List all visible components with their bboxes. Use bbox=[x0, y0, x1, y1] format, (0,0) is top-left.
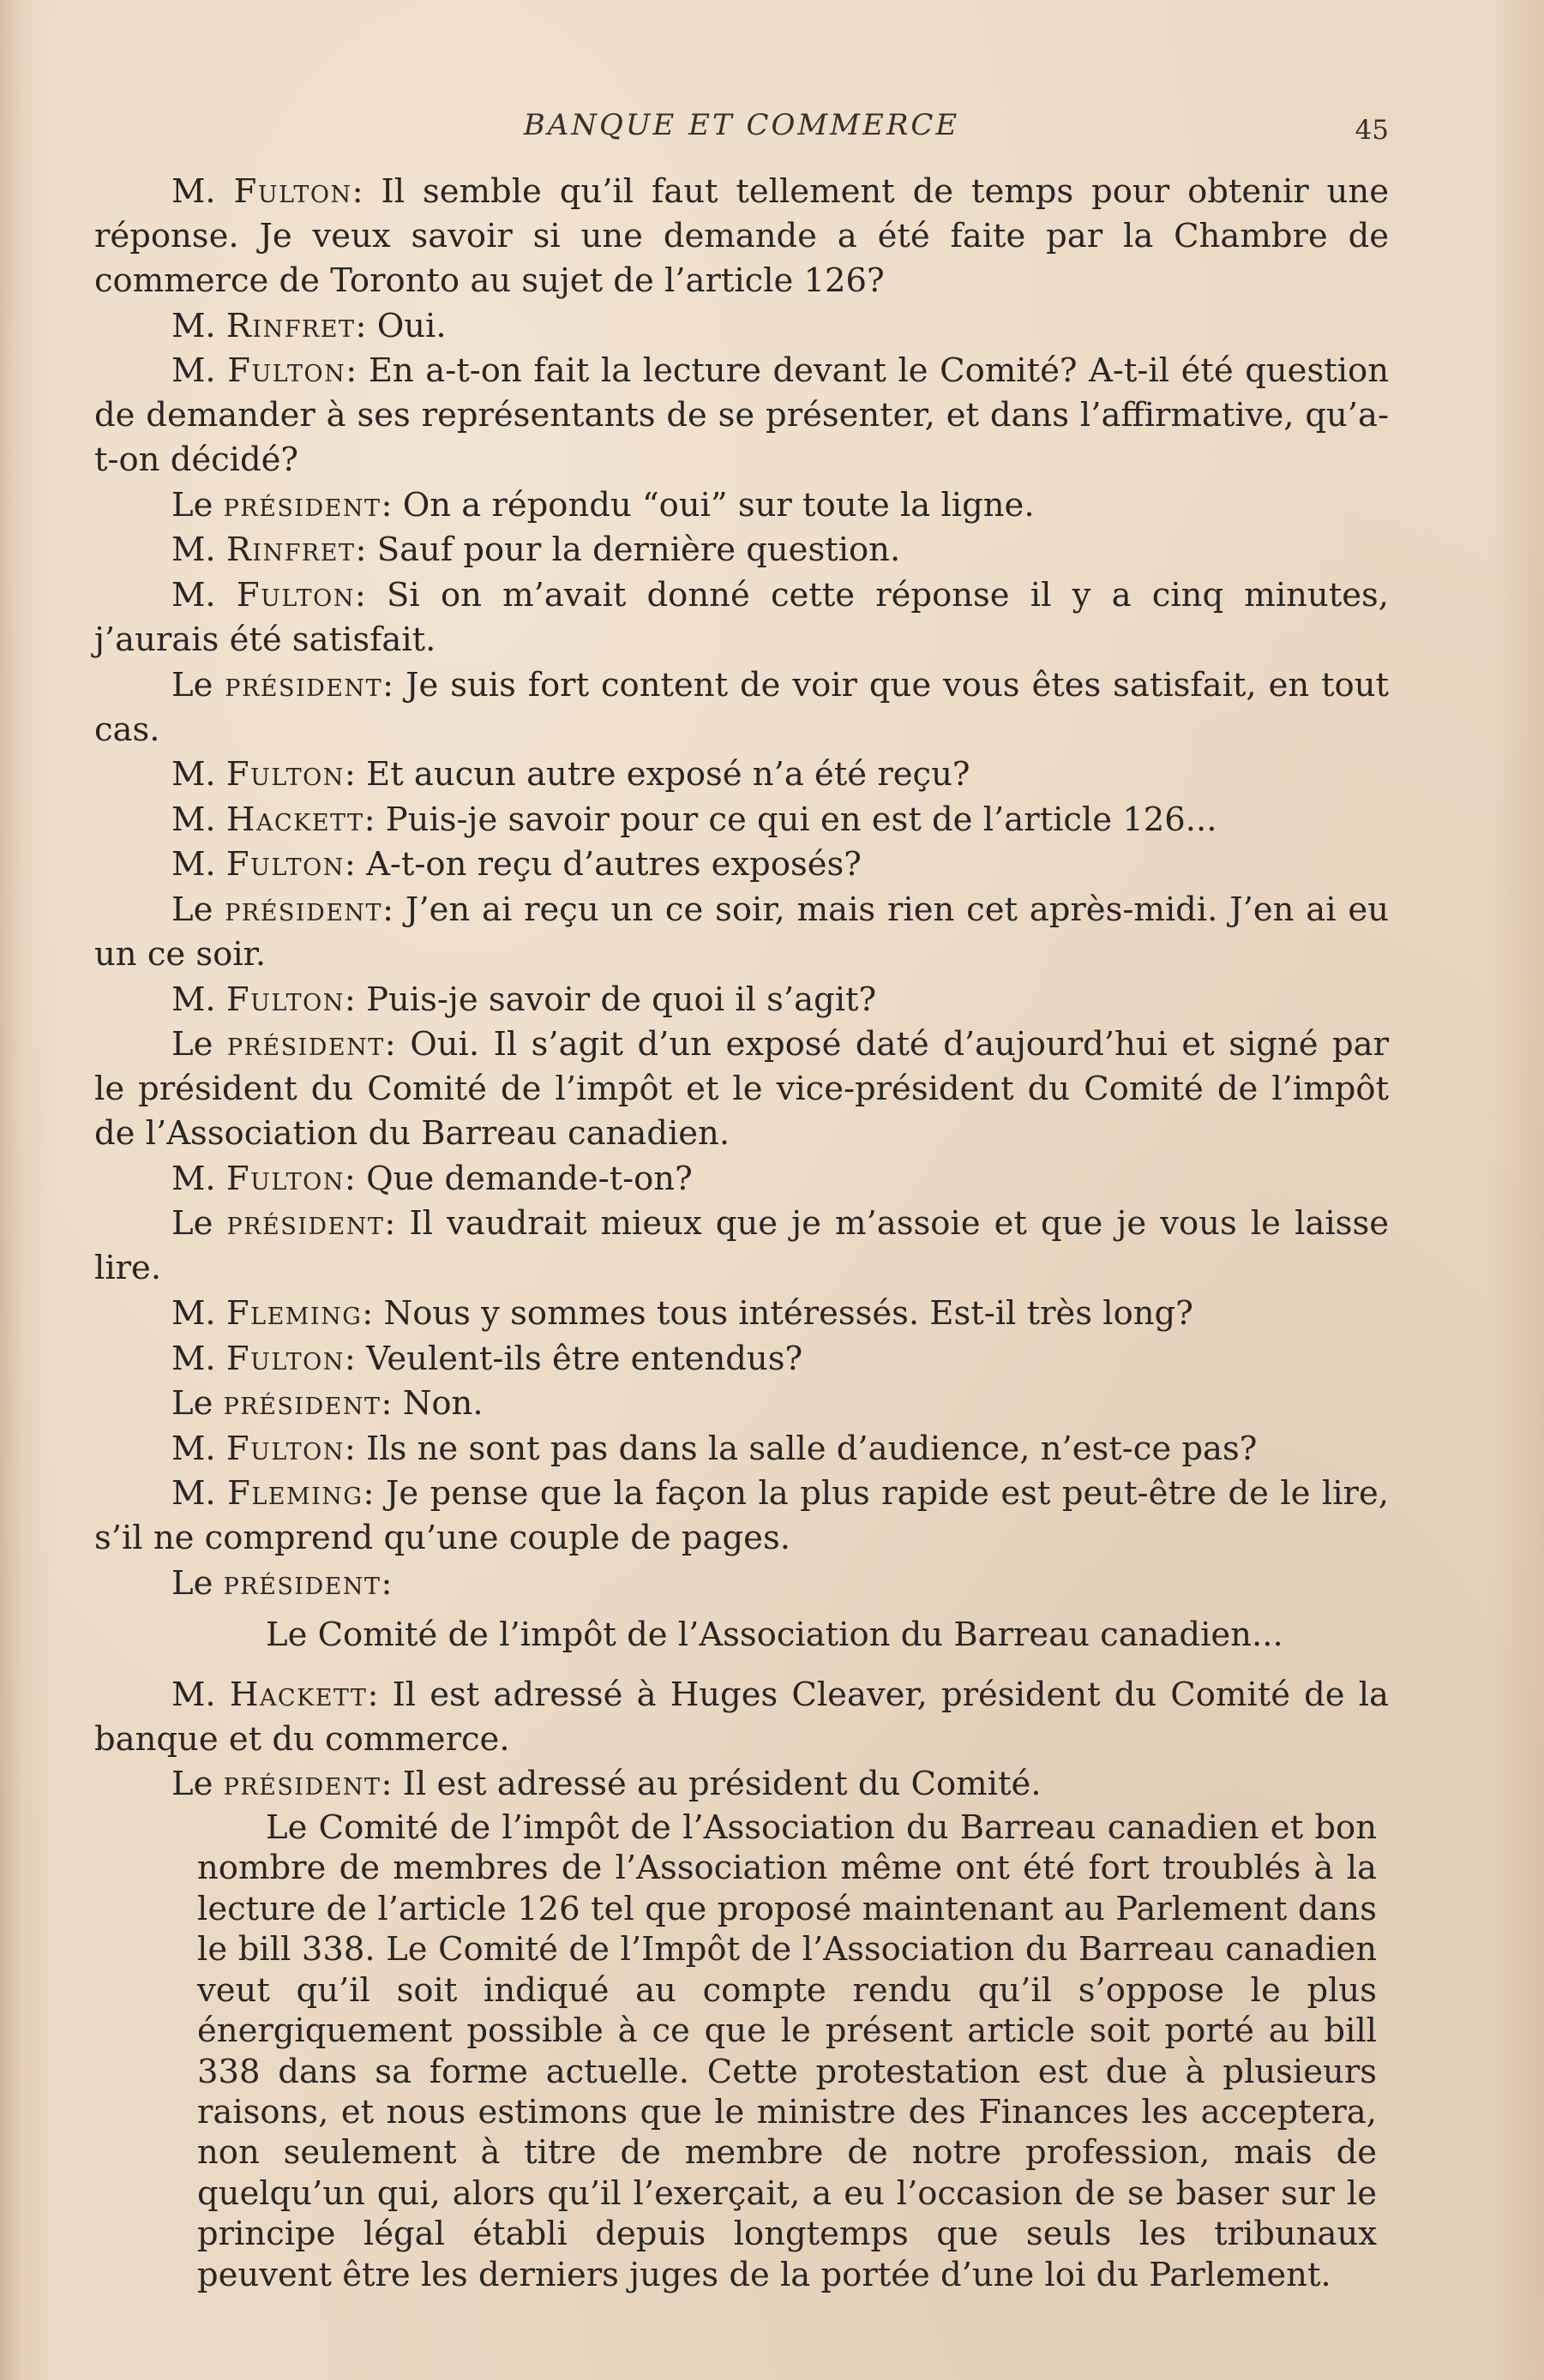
page-number: 45 bbox=[1355, 115, 1389, 146]
paragraph-text: Non. bbox=[402, 1384, 484, 1424]
speaker-name: président bbox=[223, 1765, 381, 1804]
dialogue-paragraph: M. Fulton: En a-t-on fait la lecture devant le Comité? A-t-il été question de demander à ses représentants de se présenter, et dans l’affirmative, qu’a-t-on décidé? bbox=[94, 351, 1389, 480]
dialogue-paragraph: M. Hackett: Puis-je savoir pour ce qui en est de l’article 126... bbox=[171, 800, 1217, 839]
speaker-title: M. bbox=[171, 306, 216, 345]
paragraph-text: Il est adressé à Huges Cleaver, président du Comité de la banque et du commerce. bbox=[94, 1675, 1389, 1759]
speaker-title: M. bbox=[171, 1675, 216, 1714]
speaker-name: Hackett bbox=[225, 800, 364, 839]
dialogue-paragraph: Le président: Non. bbox=[171, 1384, 484, 1424]
paragraph-text: Ils ne sont pas dans la salle d’audience, n’est-ce pas? bbox=[366, 1429, 1258, 1468]
speaker-name: Fulton bbox=[225, 1339, 345, 1378]
speaker-title: Le bbox=[171, 665, 213, 704]
speaker-title: Le bbox=[171, 1384, 213, 1424]
dialogue-paragraph: M. Fulton: Veulent-ils être entendus? bbox=[171, 1339, 803, 1378]
speaker-name: Fulton bbox=[225, 1429, 345, 1468]
speaker-name: président bbox=[223, 1384, 381, 1424]
speaker-name: Fleming bbox=[225, 1293, 363, 1333]
dialogue-paragraph: M. Fulton: Puis-je savoir de quoi il s’agit? bbox=[171, 980, 877, 1019]
dialogue-paragraph: M. Rinfret: Sauf pour la dernière question. bbox=[171, 531, 901, 570]
paragraph-text: A-t-on reçu d’autres exposés? bbox=[366, 845, 862, 884]
dialogue-paragraph: M. Rinfret: Oui. bbox=[171, 306, 447, 345]
paragraph-text: J’en ai reçu un ce soir, mais rien cet après-midi. J’en ai eu un ce soir. bbox=[94, 890, 1389, 974]
speaker-name: Rinfret bbox=[225, 531, 356, 570]
letter-block-quote: Le Comité de l’impôt de l’Association du Barreau canadien et bon nombre de membres de l’Association même ont été fort troublés à la lecture de l’article 126 tel que proposé maintenant au Parlement dans le bill 338. Le Comité de l’Impôt de l’Association du Barreau canadien veut qu’il soit indiqué au compte rendu qu’il s’oppose le plus énergiquement possible à ce que le présent article soit porté au bill 338 dans sa forme actuelle. Cette protestation est due à plusieurs raisons, et nous estimons que le ministre des Finances les acceptera, non seulement à titre de membre de notre profession, mais de quelqu’un qui, alors qu’il l’exerçait, a eu l’occasion de se baser sur le principe légal établi depuis longtemps que seuls les tribunaux peuvent être les derniers juges de la portée d’une loi du Parlement. bbox=[197, 1808, 1377, 2294]
speaker-title: M. bbox=[171, 172, 216, 211]
speaker-name: président bbox=[225, 890, 383, 929]
dialogue-paragraph: Le président: Je suis fort content de voir que vous êtes satisfait, en tout cas. bbox=[94, 665, 1389, 749]
speaker-title: M. bbox=[171, 845, 216, 884]
speaker-name: Fulton bbox=[225, 845, 345, 884]
speaker-name: Fulton bbox=[225, 980, 345, 1019]
paragraph-text: Veulent-ils être entendus? bbox=[366, 1339, 803, 1378]
paragraph-text: Je suis fort content de voir que vous êtes satisfait, en tout cas. bbox=[94, 665, 1389, 749]
dialogue-paragraph: M. Fulton: Que demande-t-on? bbox=[171, 1159, 693, 1198]
page-body bbox=[94, 170, 1389, 2295]
speaker-name: Hackett bbox=[229, 1675, 368, 1714]
paragraph-text: Puis-je savoir de quoi il s’agit? bbox=[366, 980, 877, 1019]
paragraph-text: Sauf pour la dernière question. bbox=[376, 531, 901, 570]
speaker-title: M. bbox=[171, 980, 216, 1019]
paragraph-text: Puis-je savoir pour ce qui en est de l’article 126... bbox=[385, 800, 1217, 839]
dialogue-paragraph: M. Fleming: Nous y sommes tous intéressés. Est-il très long? bbox=[171, 1293, 1193, 1333]
speaker-name: Fleming bbox=[227, 1474, 363, 1514]
speaker-title: M. bbox=[171, 800, 216, 839]
speaker-name: président bbox=[226, 1025, 385, 1064]
dialogue-paragraph: Le président: J’en ai reçu un ce soir, mais rien cet après-midi. J’en ai eu un ce soir. bbox=[94, 890, 1389, 974]
president-label: Le président: bbox=[171, 1563, 393, 1603]
paragraph-text: Je pense que la façon la plus rapide est peut-être de le lire, s’il ne comprend qu’une couple de pages. bbox=[94, 1474, 1389, 1558]
speaker-name: président bbox=[223, 1563, 381, 1603]
paragraph-text: Et aucun autre exposé n’a été reçu? bbox=[366, 755, 970, 794]
speaker-title: M. bbox=[171, 351, 216, 391]
speaker-name: président bbox=[223, 485, 381, 525]
paragraph-text: Nous y sommes tous intéressés. Est-il très long? bbox=[383, 1293, 1193, 1333]
dialogue-paragraph: Le président: Il est adressé au président du Comité. bbox=[171, 1765, 1042, 1804]
paragraph-text: En a-t-on fait la lecture devant le Comité? A-t-il été question de demander à ses représentants de se présenter, et dans l’affirmative, qu’a-t-on décidé? bbox=[94, 351, 1389, 480]
speaker-title: M. bbox=[171, 1474, 216, 1514]
dialogue-paragraph: M. Fulton: Il semble qu’il faut tellement de temps pour obtenir une réponse. Je veux savoir si une demande a été faite par la Chambre de commerce de Toronto au sujet de l’article 126? bbox=[94, 172, 1389, 300]
speaker-name: Fulton bbox=[227, 351, 346, 391]
dialogue-paragraph: M. Fulton: A-t-on reçu d’autres exposés? bbox=[171, 845, 862, 884]
paragraph-text: Que demande-t-on? bbox=[366, 1159, 693, 1198]
speaker-title: M. bbox=[171, 531, 216, 570]
paragraph-text: Oui. Il s’agit d’un exposé daté d’aujourd’hui et signé par le président du Comité de l’impôt et le vice-président du Comité de l’impôt de l’Association du Barreau canadien. bbox=[94, 1025, 1389, 1154]
paragraph-text: Il semble qu’il faut tellement de temps pour obtenir une réponse. Je veux savoir si une demande a été faite par la Chambre de commerce de Toronto au sujet de l’article 126? bbox=[94, 172, 1389, 300]
speaker-title: M. bbox=[171, 575, 216, 614]
speaker-title: Le bbox=[171, 1025, 213, 1064]
paragraph-text: On a répondu “oui” sur toute la ligne. bbox=[402, 485, 1035, 525]
speaker-title: Le bbox=[171, 1563, 213, 1603]
speaker-name: Fulton bbox=[225, 755, 345, 794]
paragraph-text: Si on m’avait donné cette réponse il y a cinq minutes, j’aurais été satisfait. bbox=[94, 575, 1389, 659]
speaker-title: M. bbox=[171, 1339, 216, 1378]
speaker-title: M. bbox=[171, 1293, 216, 1333]
dialogue-paragraph: M. Fulton: Et aucun autre exposé n’a été reçu? bbox=[171, 755, 970, 794]
paragraph-text: Oui. bbox=[376, 306, 447, 345]
speaker-name: président bbox=[226, 1204, 385, 1244]
page-header bbox=[94, 103, 1389, 154]
paragraph-text: Il est adressé au président du Comité. bbox=[402, 1765, 1042, 1804]
speaker-title: Le bbox=[171, 1204, 213, 1244]
speaker-title: M. bbox=[171, 755, 216, 794]
dialogue-paragraph: M. Fulton: Ils ne sont pas dans la salle d’audience, n’est-ce pas? bbox=[171, 1429, 1258, 1468]
dialogue-paragraph: Le président: Il vaudrait mieux que je m’assoie et que je vous le laisse lire. bbox=[94, 1204, 1389, 1288]
speaker-title: Le bbox=[171, 1765, 213, 1804]
speaker-name: Fulton bbox=[236, 575, 355, 614]
quoted-line: Le Comité de l’impôt de l’Association du Barreau canadien... bbox=[266, 1615, 1283, 1654]
speaker-title: Le bbox=[171, 890, 213, 929]
paragraph-text: Il vaudrait mieux que je m’assoie et que je vous le laisse lire. bbox=[94, 1204, 1389, 1288]
dialogue-paragraph: M. Fleming: Je pense que la façon la plus rapide est peut-être de le lire, s’il ne comprend qu’une couple de pages. bbox=[94, 1474, 1389, 1558]
dialogue-paragraph: Le président: On a répondu “oui” sur toute la ligne. bbox=[171, 485, 1035, 525]
speaker-title: Le bbox=[171, 485, 213, 525]
speaker-name: président bbox=[225, 665, 383, 704]
speaker-title: M. bbox=[171, 1429, 216, 1468]
speaker-title: M. bbox=[171, 1159, 216, 1198]
dialogue-paragraph: M. Hackett: Il est adressé à Huges Cleaver, président du Comité de la banque et du commerce. bbox=[94, 1675, 1389, 1759]
speaker-name: Fulton bbox=[233, 172, 352, 211]
dialogue-paragraph: M. Fulton: Si on m’avait donné cette réponse il y a cinq minutes, j’aurais été satisfait. bbox=[94, 575, 1389, 659]
running-title: BANQUE ET COMMERCE bbox=[523, 108, 960, 142]
speaker-name: Fulton bbox=[225, 1159, 345, 1198]
dialogue-paragraph: Le président: Oui. Il s’agit d’un exposé daté d’aujourd’hui et signé par le président du Comité de l’impôt et le vice-président du Comité de l’impôt de l’Association du Barreau canadien. bbox=[94, 1025, 1389, 1154]
speaker-name: Rinfret bbox=[225, 306, 356, 345]
